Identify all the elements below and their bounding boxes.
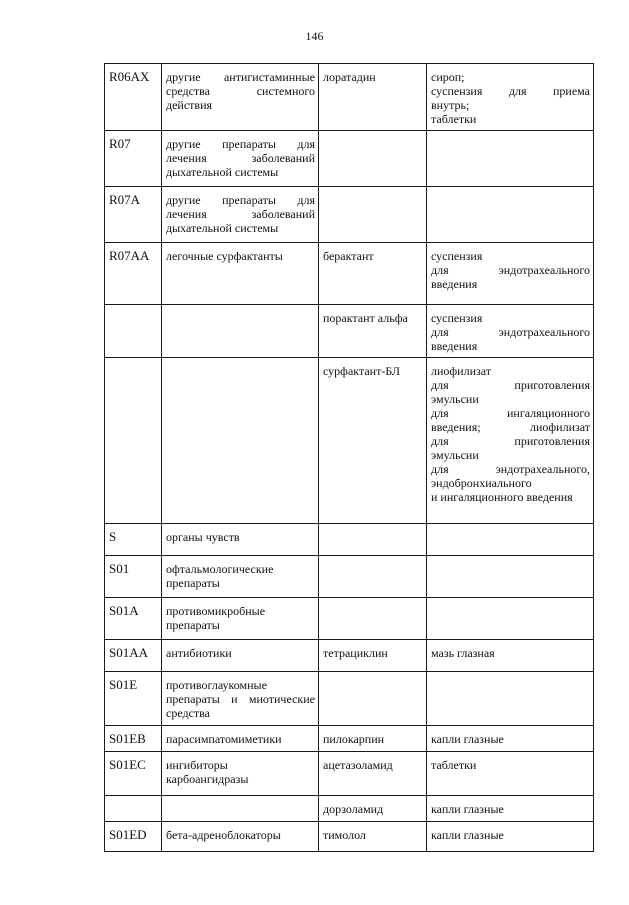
table-row (105, 131, 594, 187)
cell-line: суспензия (431, 249, 483, 263)
dosage-form-cell (427, 640, 594, 672)
cell-line: лечения заболеваний (166, 207, 315, 221)
cell-line: эндобронхиального (431, 476, 532, 490)
cell-line: противоглаукомные (166, 678, 267, 692)
inn-cell: сурфактант-БЛ (319, 358, 427, 524)
dosage-form-cell (427, 131, 594, 187)
dosage-form-cell (427, 598, 594, 640)
atc-code-cell: S01ED (105, 822, 162, 852)
cell-line: другие антигистаминные (166, 70, 315, 84)
table-row (105, 358, 594, 524)
drug-table (104, 63, 594, 852)
cell-line: эмульсии (431, 448, 479, 462)
group-name-cell (162, 64, 319, 131)
inn-cell: ацетазоламид (319, 752, 427, 796)
group-name-cell (162, 556, 319, 598)
group-name-cell (162, 243, 319, 305)
dosage-form-cell (427, 556, 594, 598)
cell-line: введения (431, 339, 478, 353)
cell-line: для эндотрахеального, (431, 462, 590, 476)
cell-line: средства (166, 706, 211, 720)
dosage-form-cell (427, 726, 594, 752)
inn-cell (319, 672, 427, 726)
table-row (105, 598, 594, 640)
dosage-form-cell (427, 524, 594, 556)
cell-line: другие препараты для (166, 193, 315, 207)
table-row (105, 556, 594, 598)
atc-code-cell: S01AA (105, 640, 162, 672)
atc-code-cell (105, 305, 162, 358)
atc-code-cell: R07A (105, 187, 162, 243)
group-name-cell (162, 672, 319, 726)
table-row (105, 822, 594, 852)
cell-line: дыхательной системы (166, 165, 279, 179)
dosage-form-cell (427, 358, 594, 524)
cell-line: для приготовления (431, 378, 590, 392)
atc-code-cell: R07 (105, 131, 162, 187)
cell-line: суспензия (431, 311, 483, 325)
dosage-form-cell (427, 305, 594, 358)
page-number: 146 (305, 29, 324, 43)
inn-cell (319, 598, 427, 640)
table-body (105, 64, 594, 852)
dosage-form-cell (427, 64, 594, 131)
table-row (105, 726, 594, 752)
table-row (105, 524, 594, 556)
cell-line: легочные сурфактанты (166, 249, 283, 263)
inn-cell: дорзоламид (319, 796, 427, 822)
inn-cell: тетрациклин (319, 640, 427, 672)
cell-line: введения; лиофилизат (431, 420, 590, 434)
table-row (105, 796, 594, 822)
atc-code-cell: R06AX (105, 64, 162, 131)
inn-cell (319, 524, 427, 556)
atc-code-cell: S01E (105, 672, 162, 726)
group-name-cell (162, 822, 319, 852)
dosage-form-cell (427, 243, 594, 305)
cell-line: для эндотрахеального (431, 263, 590, 277)
cell-line: препараты (166, 576, 220, 590)
group-name-cell (162, 640, 319, 672)
cell-line: эмульсии (431, 392, 479, 406)
table-row (105, 187, 594, 243)
cell-line: антибиотики (166, 646, 232, 660)
cell-line: парасимпатомиметики (166, 732, 282, 746)
cell-line: капли глазные (431, 828, 504, 842)
inn-cell: пилокарпин (319, 726, 427, 752)
table-row (105, 672, 594, 726)
cell-line: введения (431, 277, 478, 291)
inn-cell (319, 187, 427, 243)
cell-line: лиофилизат (431, 364, 492, 378)
cell-line: препараты и миотические (166, 692, 315, 706)
atc-code-cell: R07AA (105, 243, 162, 305)
cell-line: средства системного (166, 84, 315, 98)
dosage-form-cell (427, 822, 594, 852)
group-name-cell (162, 358, 319, 524)
cell-line: для эндотрахеального (431, 325, 590, 339)
cell-line: внутрь; (431, 98, 470, 112)
cell-line: действия (166, 98, 213, 112)
cell-line: таблетки (431, 758, 477, 772)
inn-cell (319, 131, 427, 187)
group-name-cell (162, 305, 319, 358)
cell-line: для ингаляционного (431, 406, 590, 420)
cell-line: и ингаляционного введения (431, 490, 573, 504)
dosage-form-cell (427, 187, 594, 243)
atc-code-cell: S01EC (105, 752, 162, 796)
cell-line: другие препараты для (166, 137, 315, 151)
cell-line: капли глазные (431, 802, 504, 816)
cell-line: ингибиторы (166, 758, 228, 772)
cell-line: бета-адреноблокаторы (166, 828, 281, 842)
cell-line: капли глазные (431, 732, 504, 746)
atc-code-cell: S01A (105, 598, 162, 640)
table-row (105, 640, 594, 672)
atc-code-cell (105, 358, 162, 524)
inn-cell: порактант альфа (319, 305, 427, 358)
dosage-form-cell (427, 796, 594, 822)
cell-line: сироп; (431, 70, 465, 84)
cell-line: препараты (166, 618, 220, 632)
cell-line: карбоангидразы (166, 772, 249, 786)
table-row (105, 243, 594, 305)
inn-cell: берактант (319, 243, 427, 305)
atc-code-cell: S01 (105, 556, 162, 598)
group-name-cell (162, 131, 319, 187)
cell-line: противомикробные (166, 604, 266, 618)
inn-cell: тимолол (319, 822, 427, 852)
cell-line: мазь глазная (431, 646, 495, 660)
cell-line: для приготовления (431, 434, 590, 448)
cell-line: лечения заболеваний (166, 151, 315, 165)
group-name-cell (162, 598, 319, 640)
group-name-cell (162, 726, 319, 752)
dosage-form-cell (427, 752, 594, 796)
cell-line: суспензия для приема (431, 84, 590, 98)
atc-code-cell: S (105, 524, 162, 556)
atc-code-cell: S01EB (105, 726, 162, 752)
cell-line: органы чувств (166, 530, 240, 544)
group-name-cell (162, 752, 319, 796)
table-row (105, 305, 594, 358)
dosage-form-cell (427, 672, 594, 726)
table-row (105, 752, 594, 796)
inn-cell (319, 556, 427, 598)
cell-line: дыхательной системы (166, 221, 279, 235)
cell-line: офтальмологические (166, 562, 274, 576)
group-name-cell (162, 187, 319, 243)
inn-cell: лоратадин (319, 64, 427, 131)
atc-code-cell (105, 796, 162, 822)
group-name-cell (162, 524, 319, 556)
group-name-cell (162, 796, 319, 822)
cell-line: таблетки (431, 112, 477, 126)
table-row (105, 64, 594, 131)
